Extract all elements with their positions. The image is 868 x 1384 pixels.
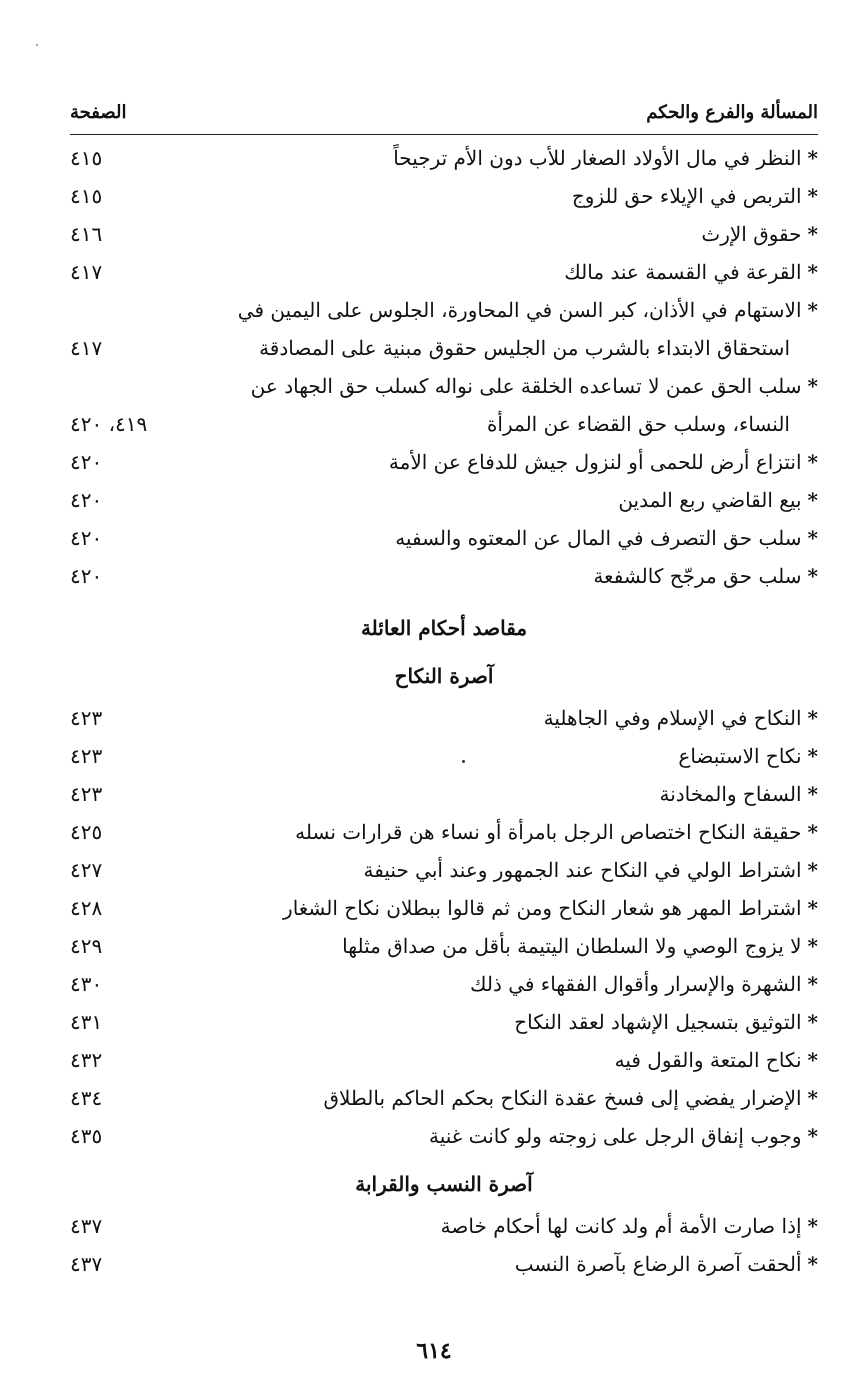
entry-label: وجوب إنفاق الرجل على زوجته ولو كانت غنية [428,1124,802,1148]
index-entry [70,1079,818,1117]
entry-label: حقيقة النكاح اختصاص الرجل بامرأة أو نساء هن قرارات نسله [295,820,802,844]
bullet-star-icon: * [807,1048,818,1072]
entries-group-b [70,699,818,1155]
entry-page-number: ٤١٧ [70,336,103,360]
bullet-star-icon: * [807,488,818,512]
index-entry [70,253,818,291]
entry-page-number: ٤٣٠ [70,972,103,996]
entry-text [150,443,818,481]
entry-page-number: ٤٢٣ [70,782,103,806]
bullet-star-icon: * [807,222,818,246]
entry-text [150,519,818,557]
bullet-star-icon: * [807,1086,818,1110]
bullet-star-icon: * [807,744,818,768]
index-entry [70,813,818,851]
entry-label: استحقاق الابتداء بالشرب من الجليس حقوق مبنية على المصادقة [259,336,790,360]
bullet-star-icon: * [807,260,818,284]
entry-page-number: ٤٢٠ [70,526,103,550]
entry-page-number: ٤١٧ [70,260,103,284]
index-entry [70,699,818,737]
index-entry [70,851,818,889]
entry-text [150,291,818,329]
entry-label: القرعة في القسمة عند مالك [564,260,802,284]
entry-page-number: ٤٢٣ [70,744,103,768]
entry-text [150,481,818,519]
entry-text [150,1079,818,1117]
entry-label: انتزاع أرض للحمى أو لنزول جيش للدفاع عن الأمة [388,450,802,474]
index-entry [70,965,818,1003]
index-entry [70,291,818,329]
entry-text [150,813,818,851]
page-number: ٦١٤ [416,1338,452,1364]
index-entry [70,1245,818,1283]
entry-page-number: ٤٢٣ [70,706,103,730]
entries-group-c [70,1207,818,1283]
entry-page-number: ٤١٥ [70,146,103,170]
entry-text [150,405,818,443]
entry-text [150,775,818,813]
index-page [70,90,818,1344]
bullet-star-icon: * [807,450,818,474]
entry-page-number: ٤٢٠ [70,564,103,588]
bullet-star-icon: * [807,526,818,550]
bullet-star-icon: * [807,298,818,322]
entry-page-number: ٤٢٨ [70,896,103,920]
entry-label: التربص في الإيلاء حق للزوج [571,184,802,208]
entry-text [150,1207,818,1245]
index-entry [70,1207,818,1245]
bullet-star-icon: * [807,1124,818,1148]
entry-label: حقوق الإرث [701,222,802,246]
entry-label: النكاح في الإسلام وفي الجاهلية [543,706,802,730]
index-entry [70,557,818,595]
index-entry [70,139,818,177]
entry-label: سلب حق مرجّح كالشفعة [593,564,802,588]
index-entry [70,519,818,557]
bullet-star-icon: * [807,146,818,170]
entry-label: لا يزوج الوصي ولا السلطان اليتيمة بأقل من صداق مثلها [342,934,802,958]
entry-page-number: ٤٣٧ [70,1252,103,1276]
index-entry [70,1117,818,1155]
index-entry [70,405,818,443]
entry-label: نكاح الاستبضاع [678,744,802,768]
entry-label: بيع القاضي ربع المدين [618,488,802,512]
entry-page-number: ٤٣٧ [70,1214,103,1238]
entry-page-number: ٤٢٥ [70,820,103,844]
entry-page-number: ٤٢٧ [70,858,103,882]
entry-label: النساء، وسلب حق القضاء عن المرأة [486,412,790,436]
entry-text [150,737,818,775]
entry-page-number: ٤١٦ [70,222,103,246]
bullet-star-icon: * [807,820,818,844]
index-entry [70,889,818,927]
entry-page-number: ٤٢٩ [70,934,103,958]
bullet-star-icon: * [807,706,818,730]
bullet-star-icon: * [807,1214,818,1238]
entry-page-number: ٤٣١ [70,1010,103,1034]
bullet-star-icon: * [807,972,818,996]
table-header [70,90,818,135]
entry-text [150,927,818,965]
entry-text [150,557,818,595]
entry-label: سلب حق التصرف في المال عن المعتوه والسفيه [395,526,802,550]
index-entry [70,329,818,367]
index-entry [70,927,818,965]
index-entry [70,443,818,481]
entry-page-number: ٤٣٢ [70,1048,103,1072]
index-entry [70,177,818,215]
entry-text [150,1245,818,1283]
entry-label: الشهرة والإسرار وأقوال الفقهاء في ذلك [470,972,802,996]
subsection-title-lineage: آصرة النسب والقرابة [355,1172,533,1196]
entry-text [150,1003,818,1041]
subsection-title-marriage: آصرة النكاح [394,664,494,688]
entries-group-a [70,139,818,595]
bullet-star-icon: * [807,374,818,398]
header-issue-label: المسألة والفرع والحكم [646,101,818,123]
entry-text [150,177,818,215]
entry-text [150,965,818,1003]
index-entry [70,1003,818,1041]
bullet-star-icon: * [807,1252,818,1276]
index-entry [70,737,818,775]
header-page-label: الصفحة [70,101,127,123]
entry-page-number: ٤١٩، ٤٢٠ [70,412,148,436]
entry-label: الاستهام في الأذان، كبر السن في المحاورة، الجلوس على اليمين في [237,298,802,322]
entry-text [150,253,818,291]
entry-label: النظر في مال الأولاد الصغار للأب دون الأم ترجيحاً [393,146,802,170]
entry-text [150,367,818,405]
entry-page-number: ٤٢٠ [70,450,103,474]
entry-text [150,851,818,889]
entry-text [150,215,818,253]
entry-label: إذا صارت الأمة أم ولد كانت لها أحكام خاصة [440,1214,802,1238]
entry-label: سلب الحق عمن لا تساعده الخلقة على نواله كسلب حق الجهاد عن [250,374,802,398]
entry-label: اشتراط المهر هو شعار النكاح ومن ثم قالوا ببطلان نكاح الشغار [283,896,802,920]
index-entry [70,481,818,519]
bullet-star-icon: * [807,782,818,806]
index-entry [70,775,818,813]
entry-page-number: ٤٢٠ [70,488,103,512]
entry-text [150,1117,818,1155]
bullet-star-icon: * [807,1010,818,1034]
entry-text [150,699,818,737]
entry-label: نكاح المتعة والقول فيه [614,1048,802,1072]
bullet-star-icon: * [807,564,818,588]
bullet-star-icon: * [807,858,818,882]
entry-label: السفاح والمخادنة [659,782,802,806]
index-entry [70,367,818,405]
entry-text [150,329,818,367]
index-entry [70,215,818,253]
bullet-star-icon: * [807,184,818,208]
entry-page-number: ٤٣٤ [70,1086,103,1110]
entry-page-number: ٤١٥ [70,184,103,208]
entry-text [150,139,818,177]
entry-text [150,1041,818,1079]
scan-speck [36,44,38,46]
bullet-star-icon: * [807,896,818,920]
entry-page-number: ٤٣٥ [70,1124,103,1148]
entry-label: اشتراط الولي في النكاح عند الجمهور وعند أبي حنيفة [363,858,802,882]
entry-label: التوثيق بتسجيل الإشهاد لعقد النكاح [514,1010,802,1034]
entry-label: ألحقت آصرة الرضاع بآصرة النسب [514,1252,802,1276]
bullet-star-icon: * [807,934,818,958]
entry-label: الإضرار يفضي إلى فسخ عقدة النكاح بحكم الحاكم بالطلاق [323,1086,802,1110]
index-entry [70,1041,818,1079]
section-title: مقاصد أحكام العائلة [360,616,528,640]
entry-text [150,889,818,927]
